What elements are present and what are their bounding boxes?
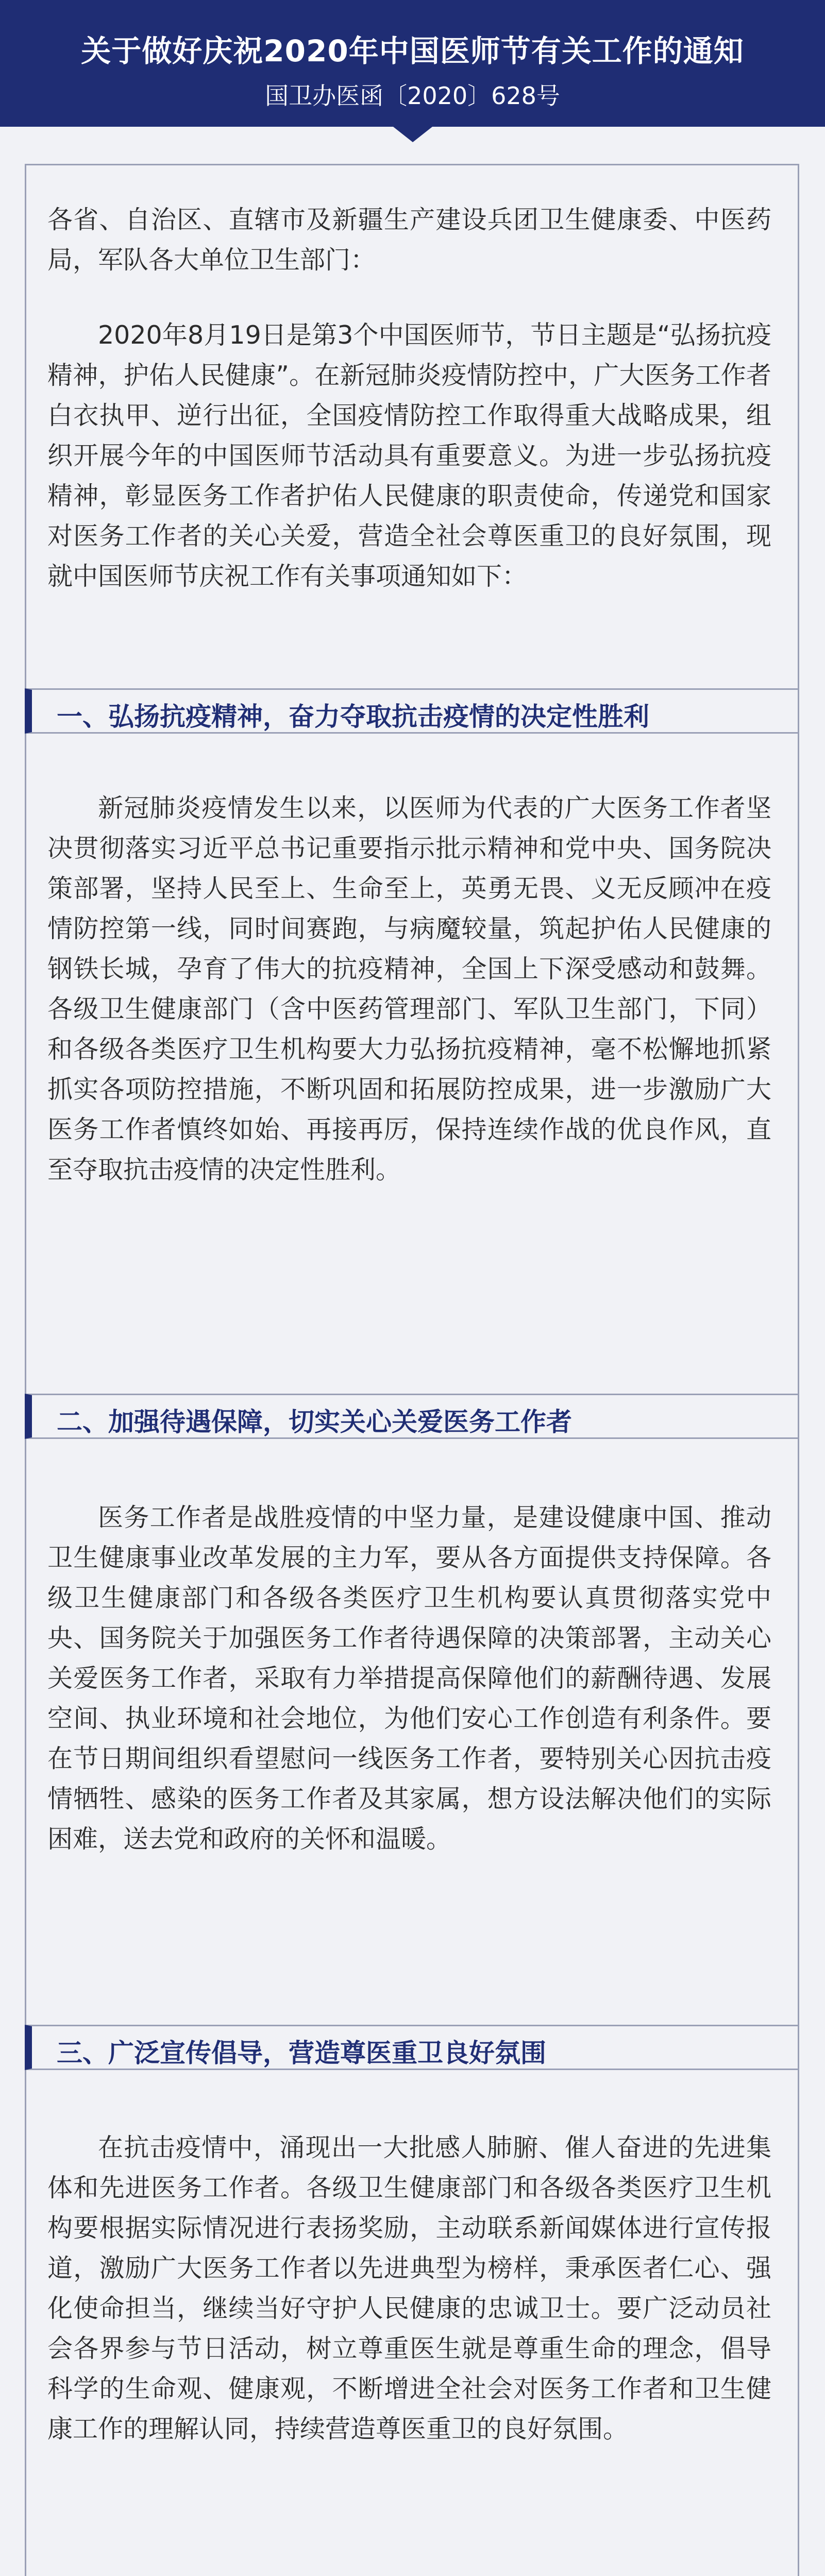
section-body-3: 在抗击疫情中，涌现出一大批感人肺腑、催人奋进的先进集体和先进医务工作者。各级卫生健康部门和各级各类医疗卫生机构要根据实际情况进行表扬奖励，主动联系新闻媒体进行宣传报道，激励广大医务工作者以先进典型为榜样，秉承医者仁心、强化使命担当，继续当好守护人民健康的忠诚卫士。要广泛动员社会各界参与节日活动，树立尊重医生就是尊重生命的理念，倡导科学的生命观、健康观，不断增进全社会对医务工作者和卫生健康工作的理解认同，持续营造尊医重卫的良好氛围。 [47, 2133, 771, 2444]
section-heading-1 [25, 688, 799, 734]
salutation: 各省、自治区、直辖市及新疆生产建设兵团卫生健康委、中医药局，军队各大单位卫生部门： [47, 205, 771, 275]
section-body-1: 新冠肺炎疫情发生以来，以医师为代表的广大医务工作者坚决贯彻落实习近平总书记重要指示批示精神和党中央、国务院决策部署，坚持人民至上、生命至上，英勇无畏、义无反顾冲在疫情防控第一线，同时间赛跑，与病魔较量，筑起护佑人民健康的钢铁长城，孕育了伟大的抗疫精神，全国上下深受感动和鼓舞。各级卫生健康部门（含中医药管理部门、军队卫生部门，下同）和各级各类医疗卫生机构要大力弘扬抗疫精神，毫不松懈地抓紧抓实各项防控措施，不断巩固和拓展防控成果，进一步激励广大医务工作者慎终如始、再接再厉，保持连续作战的优良作风，直至夺取抗击疫情的决定性胜利。 [47, 793, 771, 1184]
section-heading-text: 一、弘扬抗疫精神，奋力夺取抗击疫情的决定性胜利 [57, 702, 649, 732]
document-number: 国卫办医函〔2020〕628号 [265, 82, 560, 110]
notice-title: 关于做好庆祝2020年中国医师节有关工作的通知 [81, 33, 744, 69]
section-heading-text: 三、广泛宣传倡导，营造尊医重卫良好氛围 [57, 2038, 546, 2068]
section-body-2: 医务工作者是战胜疫情的中坚力量，是建设健康中国、推动卫生健康事业改革发展的主力军，要从各方面提供支持保障。各级卫生健康部门和各级各类医疗卫生机构要认真贯彻落实党中央、国务院关于加强医务工作者待遇保障的决策部署，主动关心关爱医务工作者，采取有力举措提高保障他们的薪酬待遇、发展空间、执业环境和社会地位，为他们安心工作创造有利条件。要在节日期间组织看望慰问一线医务工作者，要特别关心因抗击疫情牺牲、感染的医务工作者及其家属，想方设法解决他们的实际困难，送去党和政府的关怀和温暖。 [47, 1503, 771, 1854]
section-heading-text: 二、加强待遇保障，切实关心关爱医务工作者 [57, 1407, 572, 1437]
intro-paragraph: 2020年8月19日是第3个中国医师节，节日主题是“弘扬抗疫精神，护佑人民健康”。在新冠肺炎疫情防控中，广大医务工作者白衣执甲、逆行出征，全国疫情防控工作取得重大战略成果，组织开展今年的中国医师节活动具有重要意义。为进一步弘扬抗疫精神，彰显医务工作者护佑人民健康的职责使命，传递党和国家对医务工作者的关心关爱，营造全社会尊医重卫的良好氛围，现就中国医师节庆祝工作有关事项通知如下： [47, 320, 771, 591]
title-banner [0, 0, 825, 127]
section-heading-3 [25, 2025, 799, 2070]
section-heading-2 [25, 1394, 799, 1439]
